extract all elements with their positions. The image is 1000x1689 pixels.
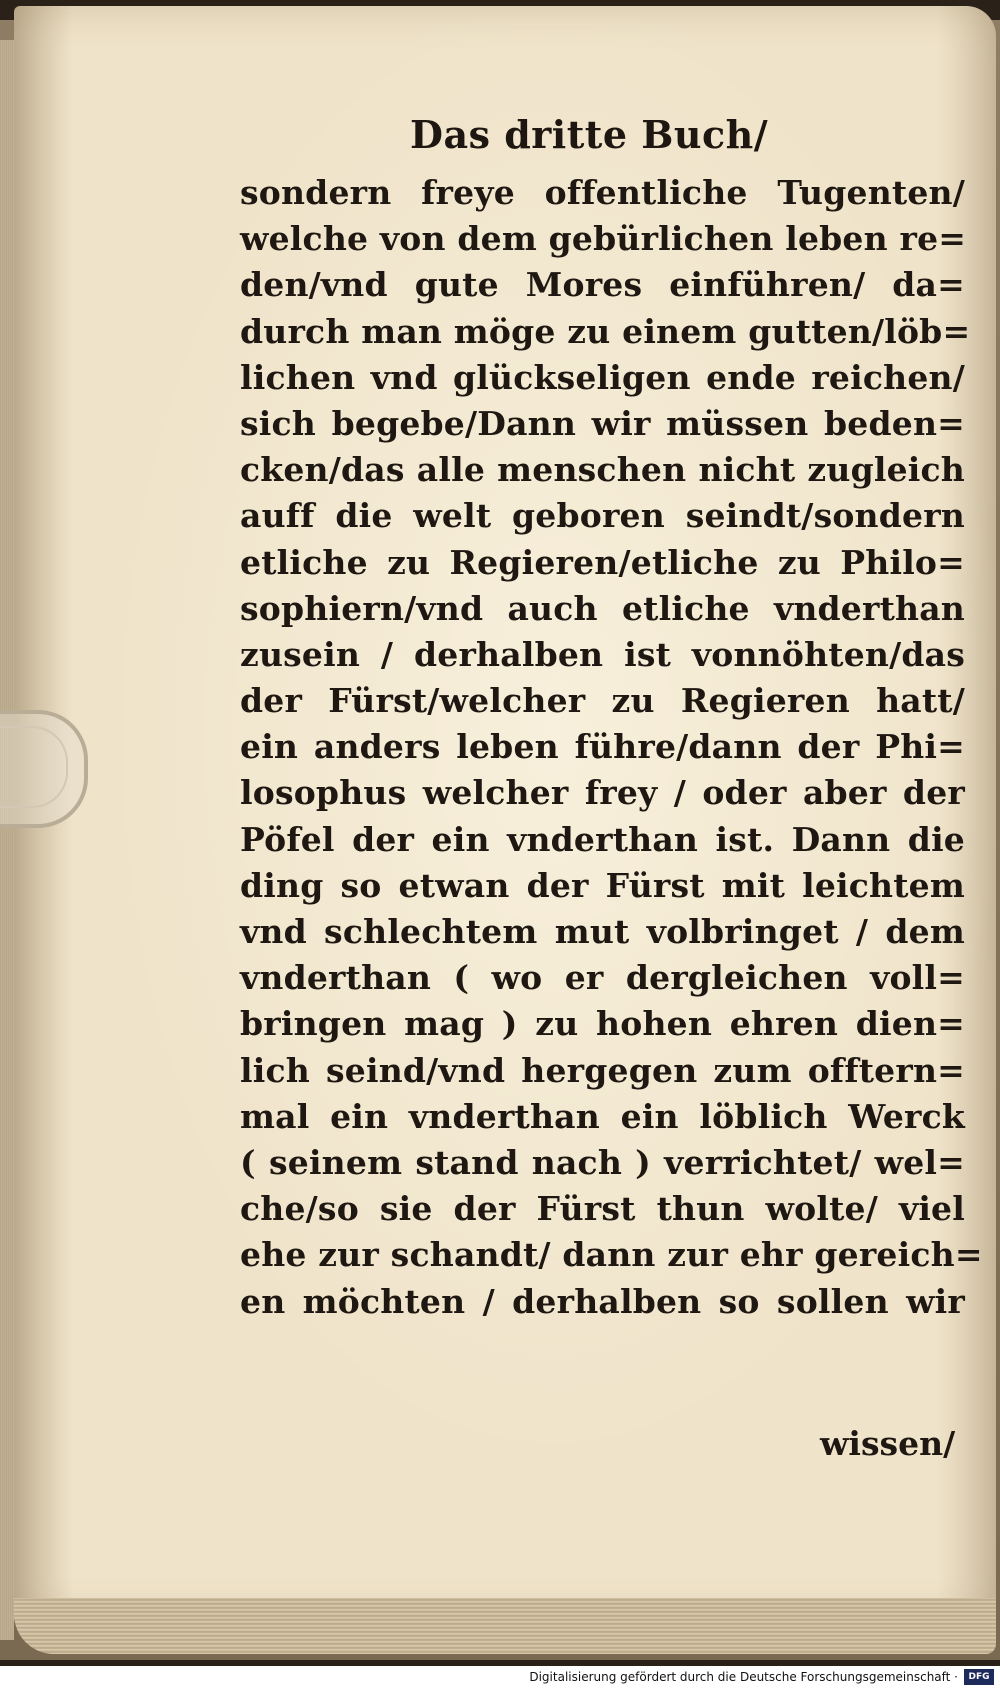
text-line: ehe zur schandt/ dann zur ehr gereich= — [240, 1235, 983, 1275]
text-line: etliche zu Regieren/etliche zu Philo= — [240, 542, 965, 582]
text-line: vnderthan ( wo er dergleichen voll= — [240, 958, 965, 998]
footer-credit: Digitalisierung gefördert durch die Deutsche Forschungsgemeinschaft · — [529, 1670, 958, 1684]
text-line: durch man möge zu einem gutten/löb= — [240, 311, 971, 351]
body-text — [240, 170, 983, 1325]
text-line: losophus welcher frey / oder aber der — [240, 773, 965, 813]
text-line: vnd schlechtem mut volbringet / dem — [240, 912, 965, 951]
text-line: bringen mag ) zu hohen ehren dien= — [240, 1004, 965, 1044]
text-line: auff die welt geboren seindt/sondern — [240, 496, 965, 536]
text-line: ding so etwan der Fürst mit leichtem — [240, 865, 965, 905]
text-line: zusein / derhalben ist vonnöhten/das — [240, 634, 965, 674]
running-header: Das dritte Buch/ — [410, 112, 769, 157]
text-line: den/vnd gute Mores einführen/ da= — [240, 265, 965, 305]
text-line: sich begebe/Dann wir müssen beden= — [240, 403, 965, 443]
text-line: Pöfel der ein vnderthan ist. Dann die — [240, 819, 965, 859]
bleed-through — [255, 1405, 575, 1423]
page-edges-left — [0, 40, 14, 1640]
text-line: sondern freye offentliche Tugenten/ — [240, 173, 965, 212]
text-line: mal ein vnderthan ein löblich Werck — [240, 1096, 965, 1136]
text-line: sophiern/vnd auch etliche vnderthan — [240, 588, 965, 628]
text-line: der Fürst/welcher zu Regieren hatt/ — [240, 681, 965, 721]
catchword: wissen/ — [820, 1424, 956, 1463]
text-line: ( seinem stand nach ) verrichtet/ wel= — [240, 1142, 965, 1182]
page-clip-inner — [0, 726, 68, 808]
footer-bar — [0, 1666, 1000, 1689]
text-line: cken/das alle menschen nicht zugleich — [240, 450, 965, 490]
text-line: che/so sie der Fürst thun wolte/ viel — [240, 1189, 965, 1229]
page-edges-bottom — [14, 1598, 996, 1654]
dfg-logo: DFG — [964, 1669, 994, 1685]
text-line: ein anders leben führe/dann der Phi= — [240, 727, 965, 767]
text-line: en möchten / derhalben so sollen wir — [240, 1281, 965, 1321]
text-line: lichen vnd glückseligen ende reichen/ — [240, 357, 965, 397]
text-line: lich seind/vnd hergegen zum offtern= — [240, 1050, 965, 1090]
text-line: welche von dem gebürlichen leben re= — [240, 219, 967, 259]
